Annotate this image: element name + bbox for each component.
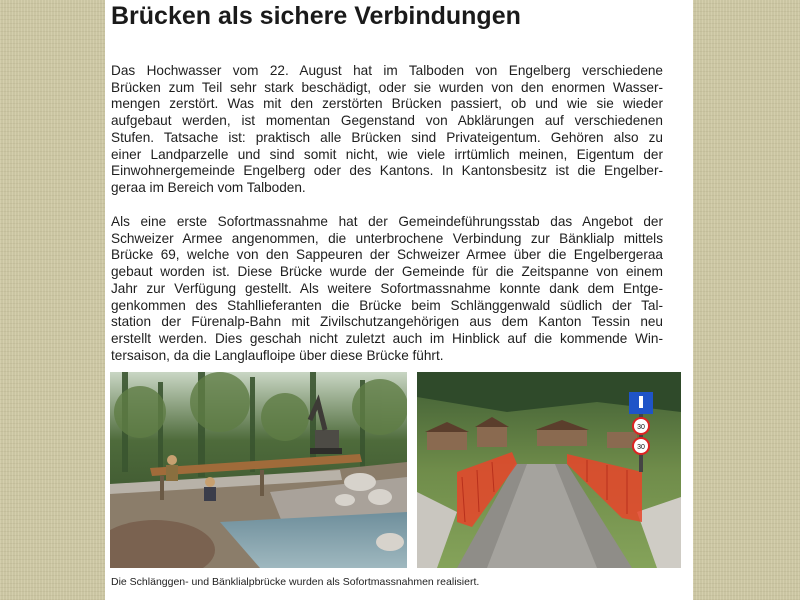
construction-site-icon [110, 372, 407, 568]
text-line: Stufen. Tatsache ist: praktisch alle Brücken sind Privateigentum. Gehören also zu [111, 129, 663, 145]
photo-caption: Die Schlänggen- und Bänklialpbrücke wurden als Sofortmassnahmen realisiert. [111, 576, 480, 588]
text-line: Als eine erste Sofortmassnahme hat der Gemeindeführungsstab das Angebot der [111, 214, 663, 229]
document-page [105, 0, 693, 600]
speed-sign-bottom: 30 [637, 444, 645, 451]
text-line: genkommen des Stahllieferanten die Brücke beim Schlänggenwald südlich der Tal- [111, 297, 663, 313]
paragraph-measures [111, 214, 663, 364]
construction-site-photo [110, 372, 407, 568]
text-line: Einwohnergemeinde Engelberg oder des Kantons. In Kantonsbesitz ist die Engelber- [111, 163, 663, 179]
red-railing-bridge-photo [417, 372, 681, 568]
text-line: aufgebaut werden, ist momentan Gegenstand von Abklärungen auf verschiedenen [111, 113, 663, 129]
bridge-railing-icon [417, 372, 681, 568]
text-line: gebaut worden ist. Diese Brücke wurde der Gemeinde für die Zeitspanne von einem [111, 264, 663, 280]
article-title: Brücken als sichere Verbindungen [111, 2, 521, 30]
text-line: tersaison, da die Langlaufloipe über diese Brücke führt. [111, 347, 444, 363]
text-line: mengen zerstört. Was mit den zerstörten Brücken passiert, ob und wie sie wieder [111, 96, 663, 112]
text-line: erstellt werden. Dies geschah nicht zuletzt auch im Hinblick auf die kommende Win- [111, 330, 663, 346]
paragraph-flood [111, 63, 663, 197]
text-line: station der Fürenalp-Bahn mit Zivilschutzangehörigen aus dem Kanton Tessin neu [111, 314, 663, 330]
text-line: einer Landparzelle und sind somit nicht, wie viele irrtümlich meinen, Eigentum der [111, 146, 663, 162]
text-line: Jahr zur Verfügung gestellt. Als weitere Sofortmassnahme konnte dank dem Entge- [111, 280, 663, 296]
text-line: geraa im Bereich vom Talboden. [111, 179, 306, 195]
text-line: Brücke 69, welche von den Sappeuren der Schweizer Armee über die Engelbergeraa [111, 247, 663, 263]
text-line: Brücken zum Teil sehr stark beschädigt, oder sie wurden von den enormen Wasser- [111, 79, 663, 95]
text-line: Schweizer Armee angenommen, die unterbrochene Verbindung zur Bänklialp mittels [111, 230, 663, 246]
speed-sign-top: 30 [637, 424, 645, 431]
text-line: Das Hochwasser vom 22. August hat im Talboden von Engelberg verschiedene [111, 63, 663, 78]
